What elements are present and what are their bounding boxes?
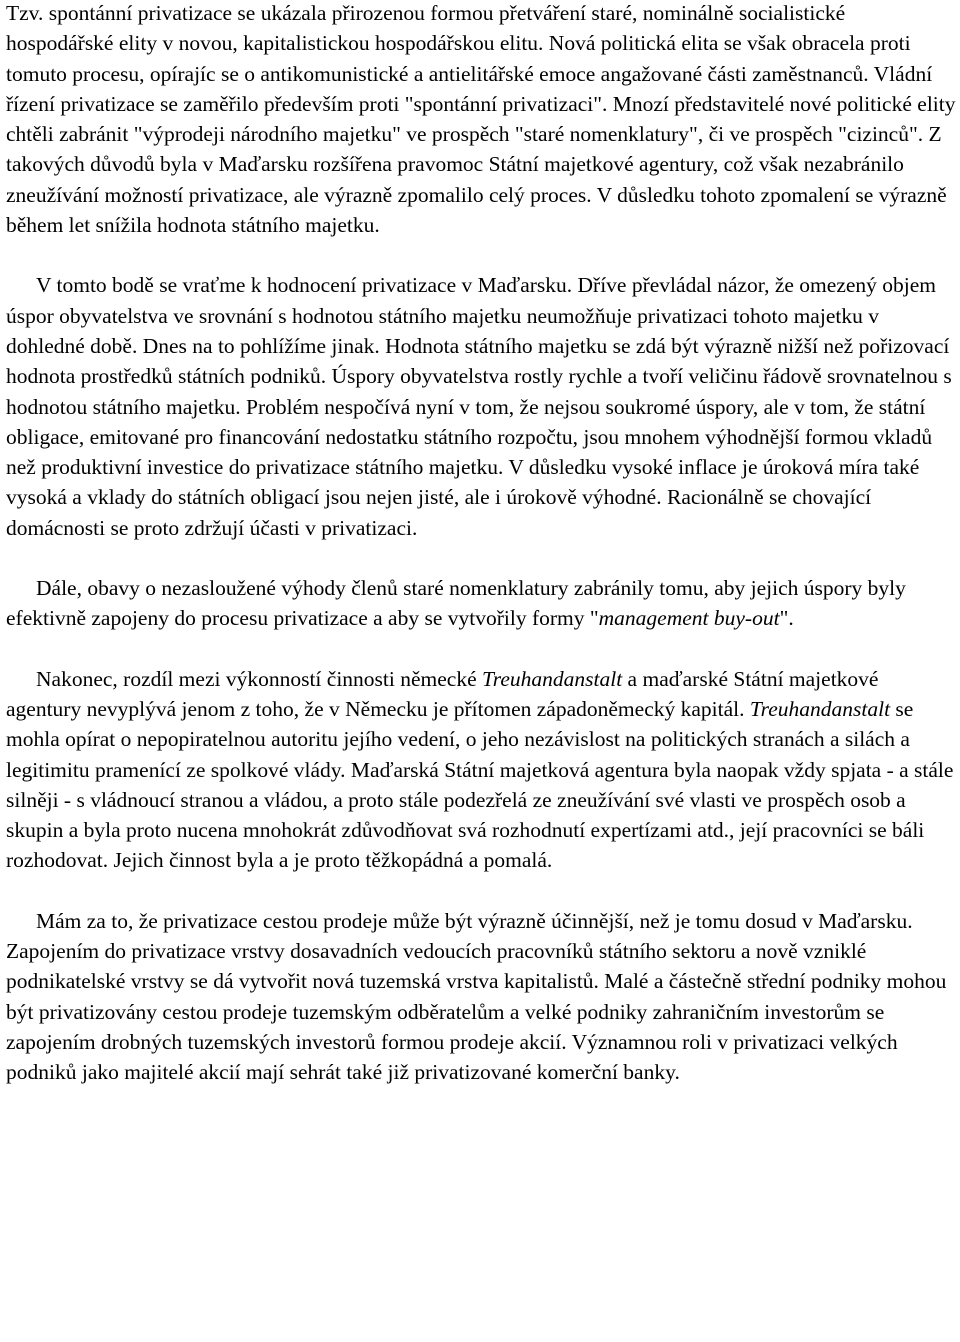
- paragraph-3-term-management-buy-out: management buy-out: [598, 606, 780, 631]
- paragraph-3-text-b: ".: [779, 606, 794, 631]
- paragraph-3: [6, 573, 956, 634]
- paragraph-4-text-c: se mohla opírat o nepopiratelnou autoritu jejího vedení, o jeho nezávislost na politických stranách a silách a legitimitu pramenící ze spolkové vlády. Maďarská Státní majetková agentura byla naopak vždy spjata - a stále silněji - s vládnoucí stranou a vládou, a proto stále podezřelá ze zneužívání své vlasti ve prospěch osob a skupin a byla proto nucena mnohokrát zdůvodňovat svá rozhodnutí expertízami atd., její pracovníci se báli rozhodovat. Jejich činnost byla a je proto těžkopádná a pomalá.: [6, 696, 954, 873]
- paragraph-4-term-treuhandanstalt-1: Treuhandanstalt: [482, 666, 623, 691]
- paragraph-2-text: V tomto bodě se vraťme k hodnocení privatizace v Maďarsku. Dříve převládal názor, že omezený objem úspor obyvatelstva ve srovnání s hodnotou státního majetku neumožňuje privatizaci tohoto majetku v dohledné době. Dnes na to pohlížíme jinak. Hodnota státního majetku se zdá být výrazně nižší než pořizovací hodnota prostředků státních podniků. Úspory obyvatelstva rostly rychle a tvoří veličinu řádově srovnatelnou s hodnotou státního majetku. Problém nespočívá nyní v tom, že nejsou soukromé úspory, ale v tom, že státní obligace, emitované pro financování nedostatku státního rozpočtu, jsou mnohem výhodnější formou vkladů než produktivní investice do privatizace státního majetku. V důsledku vysoké inflace je úroková míra také vysoká a vklady do státních obligací jsou nejen jisté, ale i úrokově výhodné. Racionálně se chovající domácnosti se proto zdržují účasti v privatizaci.: [6, 273, 952, 540]
- paragraph-5: [6, 906, 956, 1088]
- paragraph-gap: [6, 240, 956, 270]
- paragraph-4-text-a: Nakonec, rozdíl mezi výkonností činnosti německé: [36, 666, 482, 691]
- paragraph-3-text-a: Dále, obavy o nezasloužené výhody členů staré nomenklatury zabránily tomu, aby jejich úspory byly efektivně zapojeny do procesu privatizace a aby se vytvořily formy ": [6, 576, 906, 631]
- paragraph-gap: [6, 543, 956, 573]
- paragraph-4: [6, 664, 956, 876]
- paragraph-4-text-b: a maďarské Státní majetkové agentury nevyplývá jenom z toho, že v Německu je přítomen západoněmecký kapitál.: [6, 666, 879, 721]
- paragraph-5-text: Mám za to, že privatizace cestou prodeje může být výrazně účinnější, než je tomu dosud v Maďarsku. Zapojením do privatizace vrstvy dosavadních vedoucích pracovníků státního sektoru a nově vzniklé podnikatelské vrstvy se dá vytvořit nová tuzemská vrstva kapitalistů. Malé a částečně střední podniky mohou být privatizovány cestou prodeje tuzemským odběratelům a velké podniky zahraničním investorům se zapojením drobných tuzemských investorů formou prodeje akcií. Významnou roli v privatizaci velkých podniků jako majitelé akcií mají sehrát také již privatizované komerční banky.: [6, 908, 947, 1085]
- paragraph-gap: [6, 634, 956, 664]
- paragraph-gap: [6, 876, 956, 906]
- paragraph-1-text: Tzv. spontánní privatizace se ukázala přirozenou formou přetváření staré, nominálně socialistické hospodářské elity v novou, kapitalistickou hospodářskou elitu. Nová politická elita se však obracela proti tomuto procesu, opírajíc se o antikomunistické a antielitářské emoce angažované části zaměstnanců. Vládní řízení privatizace se zaměřilo především proti "spontánní privatizaci". Mnozí představitelé nové politické elity chtěli zabránit "výprodeji národního majetku" ve prospěch "staré nomenklatury", či ve prospěch "cizinců". Z takových důvodů byla v Maďarsku rozšířena pravomoc Státní majetkové agentury, což však nezabránilo zneužívání možností privatizace, ale výrazně zpomalilo celý proces. V důsledku tohoto zpomalení se výrazně během let snížila hodnota státního majetku.: [6, 1, 956, 238]
- document-page: [6, 0, 956, 1088]
- paragraph-4-term-treuhandanstalt-2: Treuhandanstalt: [749, 696, 891, 721]
- paragraph-2: [6, 270, 956, 543]
- paragraph-1: [6, 0, 956, 240]
